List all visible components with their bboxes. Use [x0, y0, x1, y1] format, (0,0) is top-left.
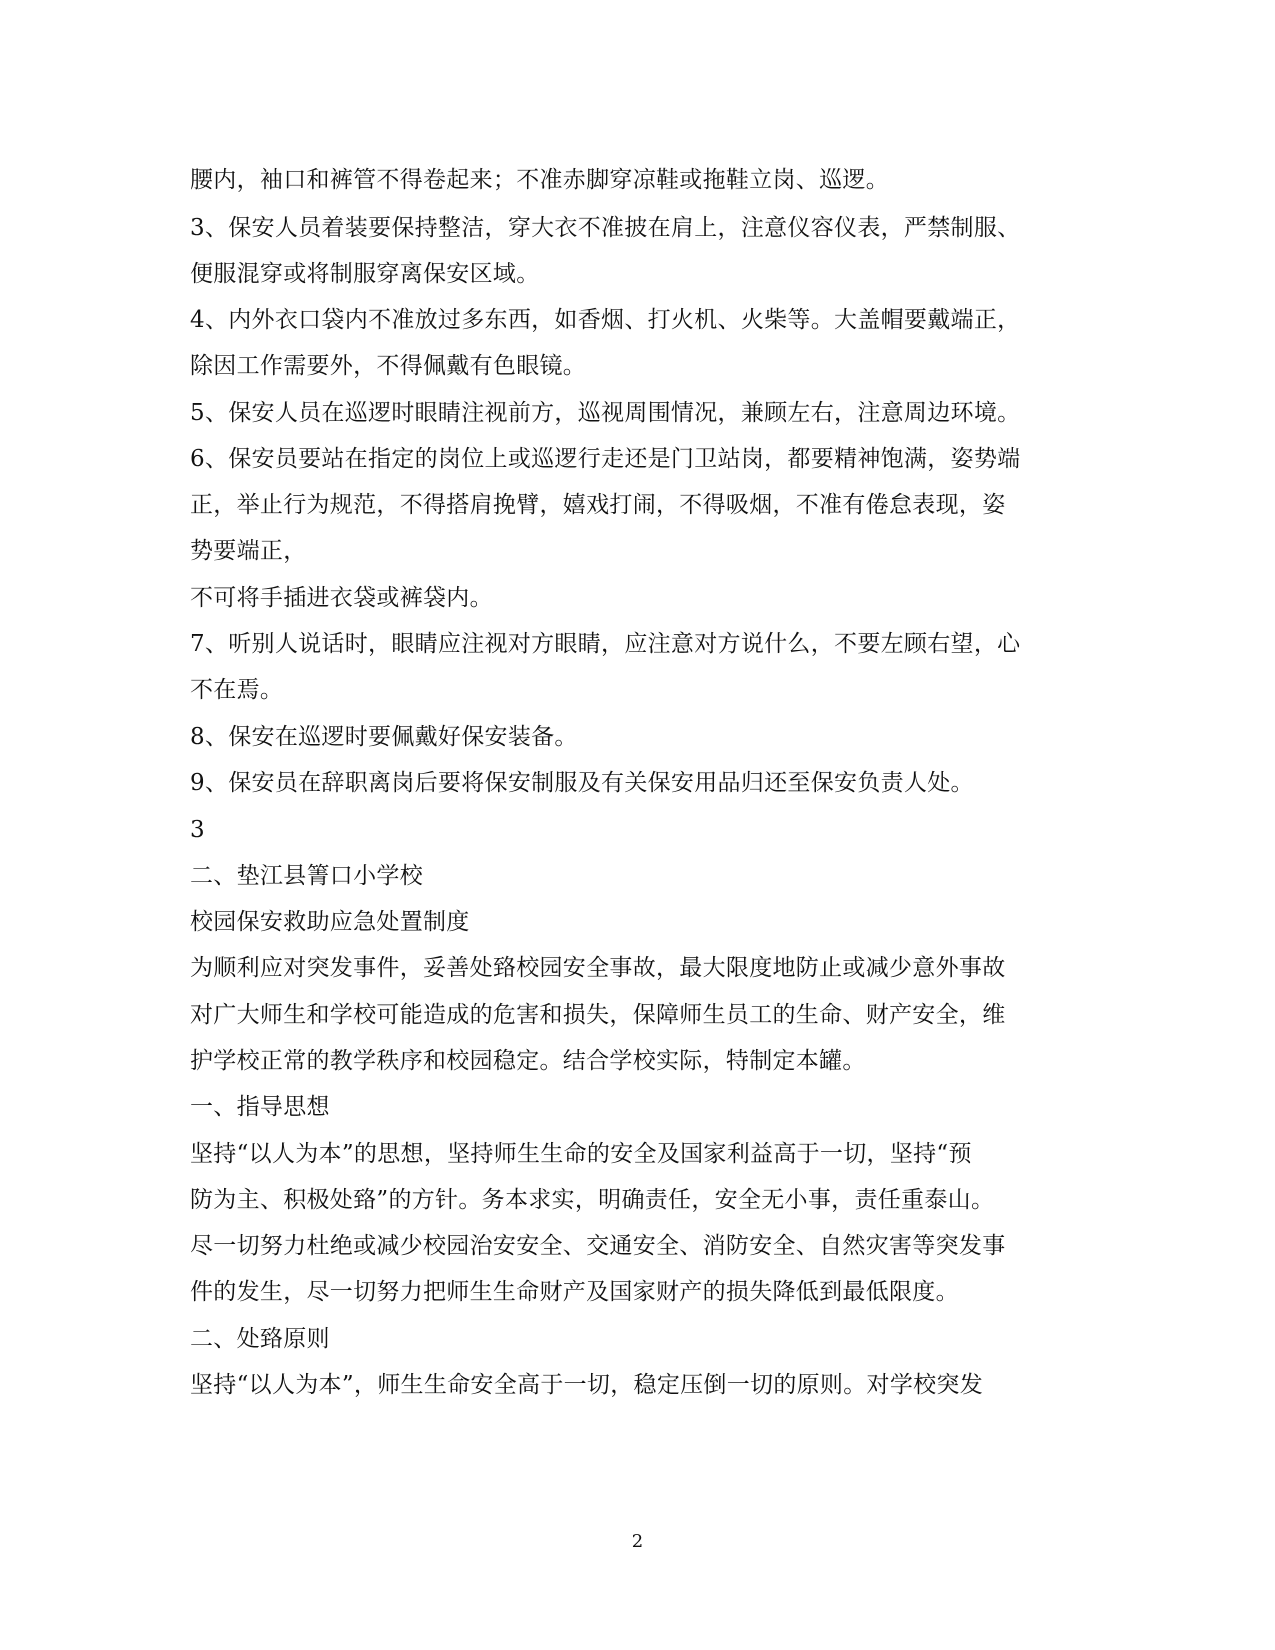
section-heading: 一、指导思想 [190, 1094, 330, 1120]
text-line: 7、听别人说话时，眼睛应注视对方眼睛，应注意对方说什么，不要左顾右望，心 [190, 631, 1021, 657]
section-heading: 二、垫江县箐口小学校 [190, 863, 423, 889]
page-number: 2 [631, 1531, 644, 1552]
text-line: 腰内，袖口和裤管不得卷起来；不准赤脚穿凉鞋或拖鞋立岗、巡逻。 [190, 167, 889, 193]
text-line: 件的发生，尽一切努力把师生生命财产及国家财产的损失降低到最低限度。 [190, 1279, 959, 1305]
text-line: 9、保安员在辞职离岗后要将保安制服及有关保安用品归还至保安负责人处。 [190, 770, 974, 796]
text-line: 4、内外衣口袋内不准放过多东西，如香烟、打火机、火柴等。大盖帽要戴端正， [190, 307, 1021, 333]
text-line: 3、保安人员着装要保持整洁，穿大衣不准披在肩上，注意仪容仪表，严禁制服、 [190, 215, 1021, 241]
document-title: 校园保安救助应急处置制度 [190, 909, 470, 935]
text-line: 护学校正常的教学秩序和校园稳定。结合学校实际，特制定本罐。 [190, 1048, 866, 1074]
text-line: 对广大师生和学校可能造成的危害和损失，保障师生员工的生命、财产安全，维 [190, 1002, 1006, 1028]
text-line: 尽一切努力杜绝或减少校园治安安全、交通安全、消防安全、自然灾害等突发事 [190, 1233, 1006, 1259]
text-line: 3 [190, 817, 205, 843]
text-line: 8、保安在巡逻时要佩戴好保安装备。 [190, 724, 578, 750]
text-line: 坚持“以人为本”，师生生命安全高于一切，稳定压倒一切的原则。对学校突发 [190, 1372, 984, 1398]
text-line: 5、保安人员在巡逻时眼睛注视前方，巡视周围情况，兼顾左右，注意周边环境。 [190, 400, 1021, 426]
text-line: 为顺利应对突发事件，妥善处臵校园安全事故，最大限度地防止或减少意外事故 [190, 955, 1006, 981]
section-heading: 二、处臵原则 [190, 1326, 330, 1352]
text-line: 6、保安员要站在指定的岗位上或巡逻行走还是门卫站岗，都要精神饱满，姿势端 [190, 446, 1021, 472]
text-line: 不可将手插进衣袋或裤袋内。 [190, 585, 493, 611]
text-line: 正，举止行为规范，不得搭肩挽臂，嬉戏打闹，不得吸烟，不准有倦怠表现，姿 [190, 492, 1006, 518]
text-line: 防为主、积极处臵”的方针。务本求实，明确责任，安全无小事，责任重泰山。 [190, 1187, 995, 1213]
text-line: 坚持“以人为本”的思想，坚持师生生命的安全及国家利益高于一切，坚持“预 [190, 1141, 972, 1167]
text-line: 便服混穿或将制服穿离保安区域。 [190, 261, 540, 287]
text-line: 不在焉。 [190, 677, 284, 703]
text-line: 除因工作需要外，不得佩戴有色眼镜。 [190, 353, 587, 379]
text-line: 势要端正， [190, 538, 307, 564]
